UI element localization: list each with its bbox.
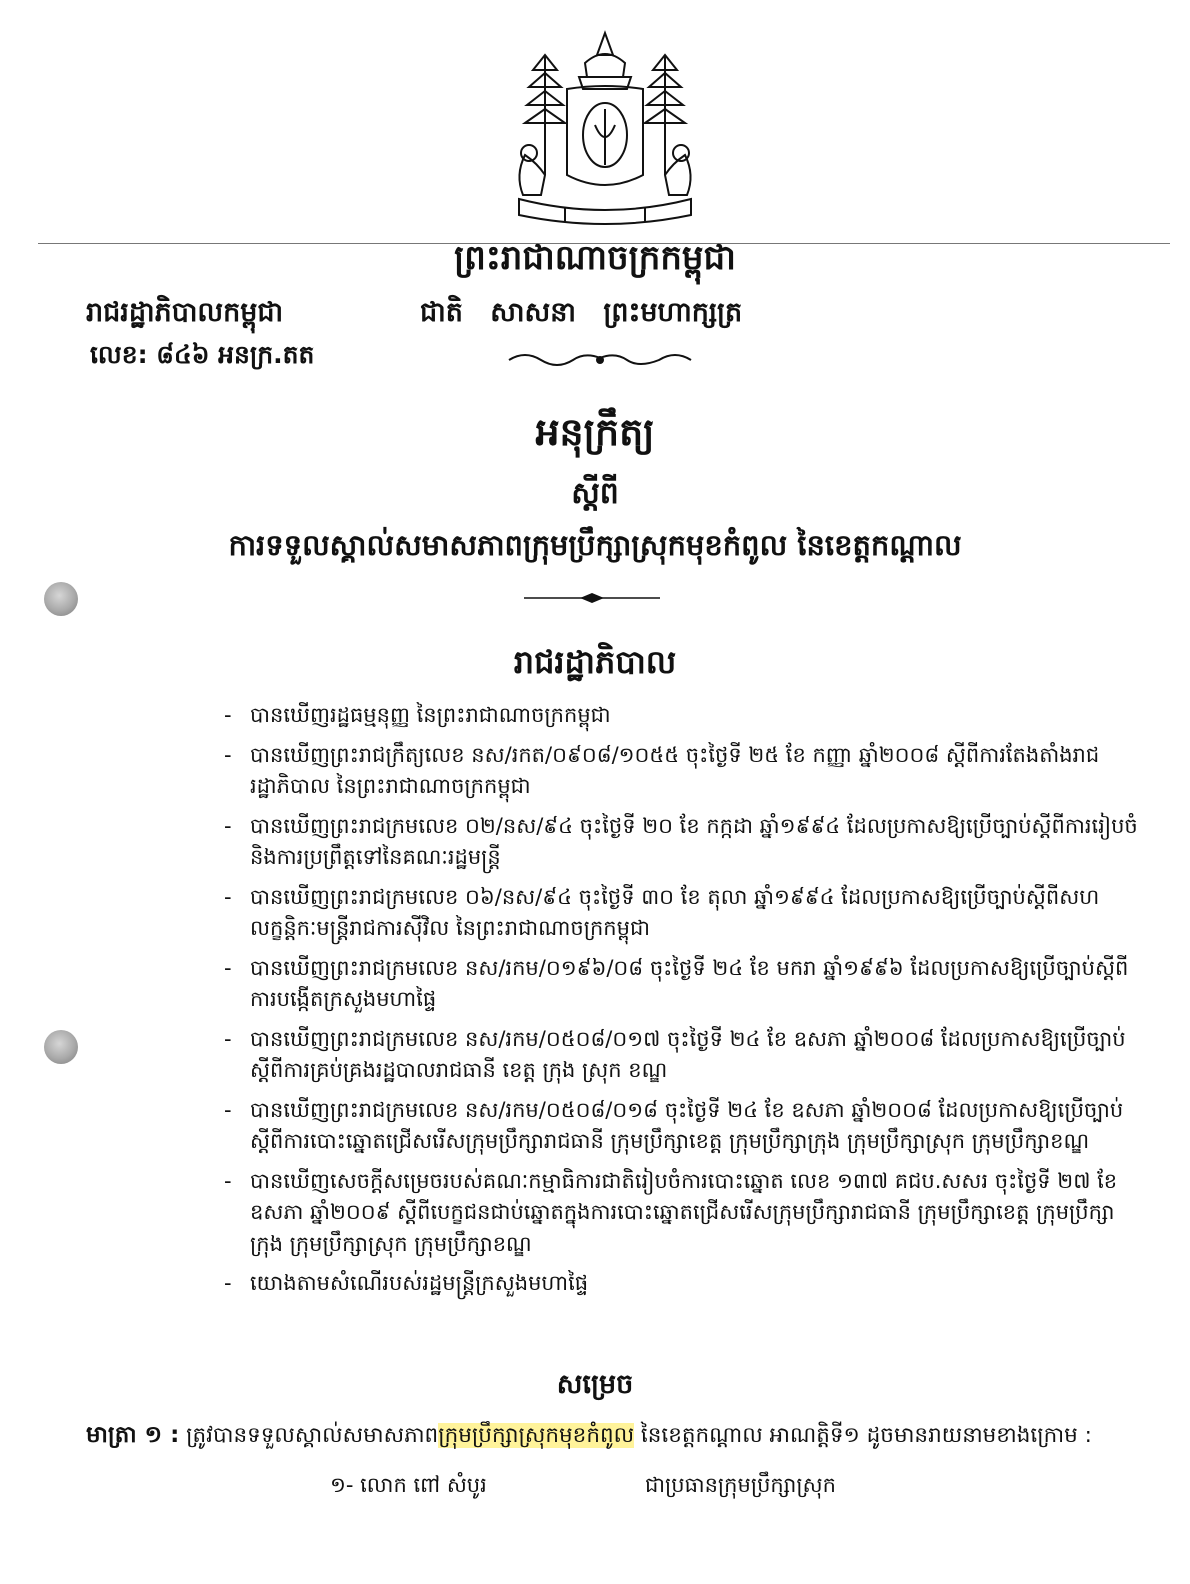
issuer-heading: រាជរដ្ឋាភិបាល (513, 643, 677, 681)
list-item: - យោងតាមសំណើរបស់រដ្ឋមន្ត្រីក្រសួងមហាផ្ទៃ (220, 1268, 1145, 1300)
article-text-after: នៃខេត្តកណ្តាល អាណត្តិទី១ ដូចមានរាយនាមខាងក្រោម : (634, 1423, 1092, 1448)
recitals-list (220, 700, 1145, 1308)
list-item: - បានឃើញសេចក្តីសម្រេចរបស់គណៈកម្មាធិការជាតិរៀបចំការបោះឆ្នោត លេខ ១៣៧ គជប.សសរ ចុះថ្ងៃទី ២៧ ខែ ឧសភា ឆ្នាំ២០០៩ ស្តីពីបេក្ខជនជាប់ឆ្នោតក្នុងការបោះឆ្នោតជ្រើសរើសក្រុមប្រឹក្សារាជធានី ក្រុមប្រឹក្សាខេត្ត ក្រុមប្រឹក្សាក្រុង ក្រុមប្រឹក្សាស្រុក ក្រុមប្រឹក្សាខណ្ឌ (220, 1166, 1145, 1261)
article-1 (86, 1421, 1166, 1454)
article-text (186, 1423, 1092, 1448)
reference-number: លេខ: ៨៤៦ អនក្រ.តត (90, 340, 315, 369)
document-type: អនុក្រឹត្យ (535, 410, 655, 454)
member-name: ១- លោក ពៅ សំបូរ (330, 1473, 487, 1497)
article-label: មាត្រា ១ : (86, 1422, 180, 1448)
list-item: - បានឃើញរដ្ឋធម្មនុញ្ញ នៃព្រះរាជាណាចក្រកម្ពុជា (220, 700, 1145, 732)
divider-ornament-icon (522, 592, 662, 604)
list-item: - បានឃើញព្រះរាជក្រមលេខ នស/រកម/០១៩៦/០៨ ចុះថ្ងៃទី ២៤ ខែ មករា ឆ្នាំ១៩៩៦ ដែលប្រកាសឱ្យប្រើច្បាប់ស្តីពីការបង្កើតក្រសួងមហាផ្ទៃ (220, 953, 1145, 1016)
list-item: - បានឃើញព្រះរាជក្រឹត្យលេខ នស/រកត/០៩០៨/១០៥៥ ចុះថ្ងៃទី ២៥ ខែ កញ្ញា ឆ្នាំ២០០៨ ស្តីពីការតែងតាំងរាជរដ្ឋាភិបាល នៃព្រះរាជាណាចក្រកម្ពុជា (220, 740, 1145, 803)
kingdom-name: ព្រះរាជាណាចក្រកម្ពុជា (454, 238, 736, 278)
list-item: - បានឃើញព្រះរាជក្រមលេខ ០៦/នស/៩៤ ចុះថ្ងៃទី ៣០ ខែ តុលា ឆ្នាំ១៩៩៤ ដែលប្រកាសឱ្យប្រើច្បាប់ស្តីពីសហលក្ខន្តិកៈមន្ត្រីរាជការស៊ីវិល នៃព្រះរាជាណាចក្រកម្ពុជា (220, 882, 1145, 945)
punch-hole-bottom (44, 1030, 78, 1064)
article-text-before: ត្រូវបានទទួលស្គាល់សមាសភាព (186, 1423, 439, 1448)
list-item: - បានឃើញព្រះរាជក្រមលេខ នស/រកម/០៥០៨/០១៧ ចុះថ្ងៃទី ២៤ ខែ ឧសភា ឆ្នាំ២០០៨ ដែលប្រកាសឱ្យប្រើច្បាប់ស្តីពីការគ្រប់គ្រងរដ្ឋបាលរាជធានី ខេត្ត ក្រុង ស្រុក ខណ្ឌ (220, 1024, 1145, 1087)
highlighted-text: ក្រុមប្រឹក្សាស្រុកមុខកំពូល (438, 1423, 635, 1448)
decision-heading: សម្រេច (556, 1369, 634, 1400)
list-item: - បានឃើញព្រះរាជក្រមលេខ នស/រកម/០៥០៨/០១៨ ចុះថ្ងៃទី ២៤ ខែ ឧសភា ឆ្នាំ២០០៨ ដែលប្រកាសឱ្យប្រើច្បាប់ស្តីពីការបោះឆ្នោតជ្រើសរើសក្រុមប្រឹក្សារាជធានី ក្រុមប្រឹក្សាខេត្ត ក្រុមប្រឹក្សាក្រុង ក្រុមប្រឹក្សាស្រុក ក្រុមប្រឹក្សាខណ្ឌ (220, 1095, 1145, 1158)
national-motto: ជាតិ សាសនា ព្រះមហាក្សត្រ (420, 297, 743, 328)
royal-coat-of-arms-icon (505, 25, 705, 225)
member-role: ជាប្រធានក្រុមប្រឹក្សាស្រុក (645, 1473, 836, 1497)
about-label: ស្តីពី (571, 476, 619, 511)
government-name: រាជរដ្ឋាភិបាលកម្ពុជា (86, 297, 284, 328)
ornament-flourish-icon (505, 348, 695, 370)
punch-hole-top (44, 582, 78, 616)
list-item: - បានឃើញព្រះរាជក្រមលេខ ០២/នស/៩៤ ចុះថ្ងៃទី ២០ ខែ កក្កដា ឆ្នាំ១៩៩៤ ដែលប្រកាសឱ្យប្រើច្បាប់ស្តីពីការរៀបចំ និងការប្រព្រឹត្តទៅនៃគណៈរដ្ឋមន្ត្រី (220, 811, 1145, 874)
document-subject: ការទទួលស្គាល់សមាសភាពក្រុមប្រឹក្សាស្រុកមុខកំពូល នៃខេត្តកណ្តាល (228, 528, 962, 562)
